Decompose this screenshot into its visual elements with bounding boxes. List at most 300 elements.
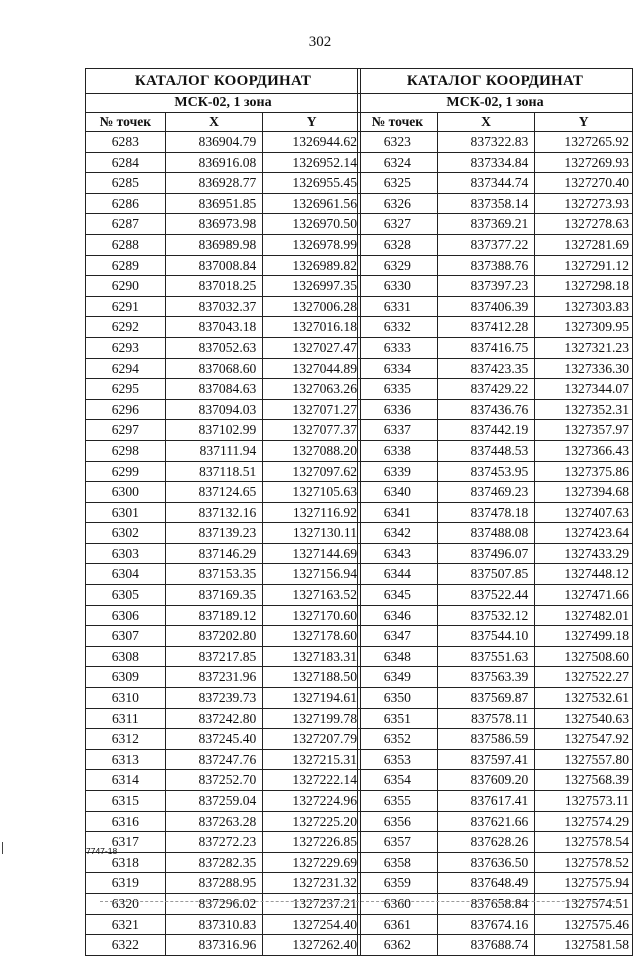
x-coordinate-cell: 837310.83 xyxy=(165,914,263,935)
table-row xyxy=(86,564,361,585)
x-coordinate-cell: 837052.63 xyxy=(165,337,263,358)
x-coordinate-cell: 837259.04 xyxy=(165,791,263,812)
point-number-cell: 6308 xyxy=(86,646,166,667)
y-coordinate-cell: 1327482.01 xyxy=(535,605,633,626)
table-row xyxy=(86,358,361,379)
bottom-rule xyxy=(100,901,620,903)
x-coordinate-cell: 837344.74 xyxy=(437,173,535,194)
x-coordinate-cell: 837153.35 xyxy=(165,564,263,585)
table-row xyxy=(86,255,361,276)
table-row xyxy=(358,543,633,564)
y-coordinate-cell: 1327229.69 xyxy=(263,852,361,873)
x-coordinate-cell: 837296.02 xyxy=(165,893,263,914)
x-coordinate-cell: 837569.87 xyxy=(437,688,535,709)
table-row xyxy=(358,132,633,153)
point-number-cell: 6357 xyxy=(358,832,438,853)
table-row xyxy=(86,626,361,647)
y-coordinate-cell: 1327097.62 xyxy=(263,461,361,482)
point-number-cell: 6328 xyxy=(358,234,438,255)
table-row xyxy=(358,564,633,585)
table-row xyxy=(358,605,633,626)
y-coordinate-cell: 1327508.60 xyxy=(535,646,633,667)
y-coordinate-cell: 1327321.23 xyxy=(535,337,633,358)
y-coordinate-cell: 1327366.43 xyxy=(535,440,633,461)
x-coordinate-cell: 837245.40 xyxy=(165,729,263,750)
point-number-cell: 6310 xyxy=(86,688,166,709)
table-row xyxy=(86,440,361,461)
y-coordinate-cell: 1327269.93 xyxy=(535,152,633,173)
x-coordinate-cell: 837496.07 xyxy=(437,543,535,564)
x-coordinate-cell: 837674.16 xyxy=(437,914,535,935)
x-coordinate-cell: 837139.23 xyxy=(165,523,263,544)
x-coordinate-cell: 837239.73 xyxy=(165,688,263,709)
y-coordinate-cell: 1327063.26 xyxy=(263,379,361,400)
y-coordinate-cell: 1327224.96 xyxy=(263,791,361,812)
point-number-cell: 6316 xyxy=(86,811,166,832)
point-number-cell: 6323 xyxy=(358,132,438,153)
x-coordinate-cell: 837429.22 xyxy=(437,379,535,400)
y-coordinate-cell: 1327215.31 xyxy=(263,749,361,770)
y-coordinate-cell: 1327574.29 xyxy=(535,811,633,832)
point-number-cell: 6321 xyxy=(86,914,166,935)
table-row xyxy=(358,832,633,853)
table-row xyxy=(358,688,633,709)
x-coordinate-cell: 837578.11 xyxy=(437,708,535,729)
table-row xyxy=(86,667,361,688)
point-number-cell: 6326 xyxy=(358,193,438,214)
point-number-cell: 6344 xyxy=(358,564,438,585)
table-row xyxy=(86,420,361,441)
y-coordinate-cell: 1327278.63 xyxy=(535,214,633,235)
point-number-cell: 6356 xyxy=(358,811,438,832)
y-coordinate-cell: 1327199.78 xyxy=(263,708,361,729)
point-number-cell: 6302 xyxy=(86,523,166,544)
point-number-cell: 6283 xyxy=(86,132,166,153)
y-coordinate-cell: 1327336.30 xyxy=(535,358,633,379)
point-number-cell: 6343 xyxy=(358,543,438,564)
y-coordinate-cell: 1327573.11 xyxy=(535,791,633,812)
y-coordinate-cell: 1327540.63 xyxy=(535,708,633,729)
x-coordinate-cell: 837018.25 xyxy=(165,276,263,297)
table-row xyxy=(86,873,361,894)
x-coordinate-cell: 837478.18 xyxy=(437,502,535,523)
y-coordinate-cell: 1327581.58 xyxy=(535,935,633,956)
y-coordinate-cell: 1327006.28 xyxy=(263,296,361,317)
table-row xyxy=(358,791,633,812)
x-coordinate-cell: 837507.85 xyxy=(437,564,535,585)
y-coordinate-cell: 1327578.54 xyxy=(535,832,633,853)
point-number-cell: 6337 xyxy=(358,420,438,441)
point-number-cell: 6301 xyxy=(86,502,166,523)
table-row xyxy=(358,461,633,482)
x-coordinate-cell: 837189.12 xyxy=(165,605,263,626)
catalog-zone: МСК-02, 1 зона xyxy=(358,94,633,113)
y-coordinate-cell: 1326970.50 xyxy=(263,214,361,235)
table-row xyxy=(86,152,361,173)
table-row xyxy=(86,585,361,606)
x-coordinate-cell: 836951.85 xyxy=(165,193,263,214)
y-coordinate-cell: 1327273.93 xyxy=(535,193,633,214)
point-number-cell: 6347 xyxy=(358,626,438,647)
point-number-cell: 6345 xyxy=(358,585,438,606)
point-number-cell: 6352 xyxy=(358,729,438,750)
table-row xyxy=(358,317,633,338)
table-row xyxy=(358,811,633,832)
x-coordinate-cell: 837008.84 xyxy=(165,255,263,276)
table-row xyxy=(86,791,361,812)
table-row xyxy=(86,523,361,544)
table-row xyxy=(358,173,633,194)
x-coordinate-cell: 837621.66 xyxy=(437,811,535,832)
x-coordinate-cell: 837102.99 xyxy=(165,420,263,441)
point-number-cell: 6313 xyxy=(86,749,166,770)
table-row xyxy=(86,688,361,709)
y-coordinate-cell: 1326961.56 xyxy=(263,193,361,214)
x-coordinate-cell: 837334.84 xyxy=(437,152,535,173)
y-coordinate-cell: 1327016.18 xyxy=(263,317,361,338)
point-number-cell: 6296 xyxy=(86,399,166,420)
x-coordinate-cell: 837416.75 xyxy=(437,337,535,358)
point-number-cell: 6300 xyxy=(86,482,166,503)
y-coordinate-cell: 1327265.92 xyxy=(535,132,633,153)
y-coordinate-cell: 1327044.89 xyxy=(263,358,361,379)
x-coordinate-cell: 837586.59 xyxy=(437,729,535,750)
table-row xyxy=(358,770,633,791)
point-number-cell: 6291 xyxy=(86,296,166,317)
point-number-cell: 6331 xyxy=(358,296,438,317)
y-coordinate-cell: 1327547.92 xyxy=(535,729,633,750)
table-row xyxy=(358,440,633,461)
table-row xyxy=(358,399,633,420)
y-coordinate-cell: 1327298.18 xyxy=(535,276,633,297)
point-number-cell: 6285 xyxy=(86,173,166,194)
point-number-cell: 6298 xyxy=(86,440,166,461)
y-coordinate-cell: 1327309.95 xyxy=(535,317,633,338)
y-coordinate-cell: 1327568.39 xyxy=(535,770,633,791)
x-coordinate-cell: 836916.08 xyxy=(165,152,263,173)
y-coordinate-cell: 1327433.29 xyxy=(535,543,633,564)
table-row xyxy=(86,811,361,832)
table-row xyxy=(86,502,361,523)
table-row xyxy=(358,358,633,379)
point-number-cell: 6288 xyxy=(86,234,166,255)
table-row xyxy=(358,626,633,647)
y-coordinate-cell: 1327156.94 xyxy=(263,564,361,585)
point-number-cell: 6332 xyxy=(358,317,438,338)
x-coordinate-cell: 837453.95 xyxy=(437,461,535,482)
point-number-cell: 6289 xyxy=(86,255,166,276)
point-number-cell: 6294 xyxy=(86,358,166,379)
table-row xyxy=(358,523,633,544)
point-number-cell: 6292 xyxy=(86,317,166,338)
table-row xyxy=(86,708,361,729)
table-row xyxy=(86,132,361,153)
column-header-x: X xyxy=(437,113,535,132)
y-coordinate-cell: 1327170.60 xyxy=(263,605,361,626)
point-number-cell: 6309 xyxy=(86,667,166,688)
point-number-cell: 6295 xyxy=(86,379,166,400)
table-row xyxy=(86,296,361,317)
point-number-cell: 6284 xyxy=(86,152,166,173)
table-row xyxy=(86,893,361,914)
point-number-cell: 6318 xyxy=(86,852,166,873)
x-coordinate-cell: 837132.16 xyxy=(165,502,263,523)
x-coordinate-cell: 837377.22 xyxy=(437,234,535,255)
x-coordinate-cell: 837597.41 xyxy=(437,749,535,770)
y-coordinate-cell: 1327222.14 xyxy=(263,770,361,791)
x-coordinate-cell: 836904.79 xyxy=(165,132,263,153)
y-coordinate-cell: 1327254.40 xyxy=(263,914,361,935)
table-row xyxy=(358,296,633,317)
table-row xyxy=(358,379,633,400)
y-coordinate-cell: 1327116.92 xyxy=(263,502,361,523)
column-header-point-number: № точек xyxy=(86,113,166,132)
y-coordinate-cell: 1327105.63 xyxy=(263,482,361,503)
x-coordinate-cell: 836989.98 xyxy=(165,234,263,255)
point-number-cell: 6311 xyxy=(86,708,166,729)
table-row xyxy=(358,585,633,606)
table-row xyxy=(358,852,633,873)
point-number-cell: 6336 xyxy=(358,399,438,420)
table-row xyxy=(358,337,633,358)
y-coordinate-cell: 1327270.40 xyxy=(535,173,633,194)
x-coordinate-cell: 837263.28 xyxy=(165,811,263,832)
x-coordinate-cell: 837111.94 xyxy=(165,440,263,461)
x-coordinate-cell: 837094.03 xyxy=(165,399,263,420)
table-row xyxy=(358,935,633,956)
table-row xyxy=(358,193,633,214)
y-coordinate-cell: 1327178.60 xyxy=(263,626,361,647)
point-number-cell: 6330 xyxy=(358,276,438,297)
x-coordinate-cell: 837388.76 xyxy=(437,255,535,276)
table-row xyxy=(86,832,361,853)
x-coordinate-cell: 837282.35 xyxy=(165,852,263,873)
table-row xyxy=(358,749,633,770)
point-number-cell: 6304 xyxy=(86,564,166,585)
point-number-cell: 6305 xyxy=(86,585,166,606)
catalog-title: КАТАЛОГ КООРДИНАТ xyxy=(86,69,361,94)
table-row xyxy=(86,646,361,667)
y-coordinate-cell: 1327207.79 xyxy=(263,729,361,750)
x-coordinate-cell: 837288.95 xyxy=(165,873,263,894)
catalog-body-right xyxy=(358,132,633,956)
table-row xyxy=(86,852,361,873)
y-coordinate-cell: 1326989.82 xyxy=(263,255,361,276)
point-number-cell: 6286 xyxy=(86,193,166,214)
y-coordinate-cell: 1327130.11 xyxy=(263,523,361,544)
table-row xyxy=(86,482,361,503)
y-coordinate-cell: 1327575.46 xyxy=(535,914,633,935)
table-row xyxy=(86,317,361,338)
x-coordinate-cell: 837202.80 xyxy=(165,626,263,647)
table-row xyxy=(86,935,361,956)
point-number-cell: 6360 xyxy=(358,893,438,914)
y-coordinate-cell: 1327071.27 xyxy=(263,399,361,420)
x-coordinate-cell: 837544.10 xyxy=(437,626,535,647)
y-coordinate-cell: 1327303.83 xyxy=(535,296,633,317)
y-coordinate-cell: 1327194.61 xyxy=(263,688,361,709)
point-number-cell: 6353 xyxy=(358,749,438,770)
x-coordinate-cell: 837688.74 xyxy=(437,935,535,956)
table-row xyxy=(358,482,633,503)
x-coordinate-cell: 836928.77 xyxy=(165,173,263,194)
page-number: 302 xyxy=(308,34,332,50)
table-row xyxy=(86,914,361,935)
y-coordinate-cell: 1327237.21 xyxy=(263,893,361,914)
y-coordinate-cell: 1327088.20 xyxy=(263,440,361,461)
point-number-cell: 6325 xyxy=(358,173,438,194)
x-coordinate-cell: 837146.29 xyxy=(165,543,263,564)
point-number-cell: 6317 xyxy=(86,832,166,853)
point-number-cell: 6319 xyxy=(86,873,166,894)
y-coordinate-cell: 1326955.45 xyxy=(263,173,361,194)
table-row xyxy=(86,770,361,791)
y-coordinate-cell: 1327423.64 xyxy=(535,523,633,544)
point-number-cell: 6334 xyxy=(358,358,438,379)
point-number-cell: 6351 xyxy=(358,708,438,729)
point-number-cell: 6299 xyxy=(86,461,166,482)
y-coordinate-cell: 1327144.69 xyxy=(263,543,361,564)
table-row xyxy=(86,193,361,214)
point-number-cell: 6287 xyxy=(86,214,166,235)
x-coordinate-cell: 837032.37 xyxy=(165,296,263,317)
table-row xyxy=(358,420,633,441)
table-row xyxy=(358,667,633,688)
x-coordinate-cell: 837068.60 xyxy=(165,358,263,379)
point-number-cell: 6346 xyxy=(358,605,438,626)
x-coordinate-cell: 837488.08 xyxy=(437,523,535,544)
point-number-cell: 6324 xyxy=(358,152,438,173)
y-coordinate-cell: 1327575.94 xyxy=(535,873,633,894)
table-row xyxy=(86,605,361,626)
column-header-y: Y xyxy=(263,113,361,132)
y-coordinate-cell: 1327352.31 xyxy=(535,399,633,420)
table-row xyxy=(86,461,361,482)
x-coordinate-cell: 836973.98 xyxy=(165,214,263,235)
x-coordinate-cell: 837217.85 xyxy=(165,646,263,667)
point-number-cell: 6327 xyxy=(358,214,438,235)
y-coordinate-cell: 1326978.99 xyxy=(263,234,361,255)
x-coordinate-cell: 837532.12 xyxy=(437,605,535,626)
coordinate-catalog-left xyxy=(85,68,361,956)
point-number-cell: 6312 xyxy=(86,729,166,750)
point-number-cell: 6329 xyxy=(358,255,438,276)
table-row xyxy=(358,873,633,894)
y-coordinate-cell: 1327499.18 xyxy=(535,626,633,647)
y-coordinate-cell: 1327448.12 xyxy=(535,564,633,585)
point-number-cell: 6290 xyxy=(86,276,166,297)
table-row xyxy=(86,749,361,770)
x-coordinate-cell: 837648.49 xyxy=(437,873,535,894)
point-number-cell: 6342 xyxy=(358,523,438,544)
x-coordinate-cell: 837272.23 xyxy=(165,832,263,853)
point-number-cell: 6362 xyxy=(358,935,438,956)
point-number-cell: 6361 xyxy=(358,914,438,935)
table-row xyxy=(358,708,633,729)
point-number-cell: 6293 xyxy=(86,337,166,358)
table-row xyxy=(86,214,361,235)
y-coordinate-cell: 1326997.35 xyxy=(263,276,361,297)
table-row xyxy=(358,729,633,750)
y-coordinate-cell: 1327357.97 xyxy=(535,420,633,441)
x-coordinate-cell: 837617.41 xyxy=(437,791,535,812)
y-coordinate-cell: 1327407.63 xyxy=(535,502,633,523)
x-coordinate-cell: 837423.35 xyxy=(437,358,535,379)
table-row xyxy=(86,337,361,358)
y-coordinate-cell: 1327188.50 xyxy=(263,667,361,688)
document-code: 7747-18 xyxy=(86,846,118,856)
point-number-cell: 6314 xyxy=(86,770,166,791)
point-number-cell: 6335 xyxy=(358,379,438,400)
y-coordinate-cell: 1327471.66 xyxy=(535,585,633,606)
y-coordinate-cell: 1327231.32 xyxy=(263,873,361,894)
point-number-cell: 6348 xyxy=(358,646,438,667)
x-coordinate-cell: 837231.96 xyxy=(165,667,263,688)
point-number-cell: 6306 xyxy=(86,605,166,626)
point-number-cell: 6320 xyxy=(86,893,166,914)
table-row xyxy=(86,276,361,297)
x-coordinate-cell: 837118.51 xyxy=(165,461,263,482)
x-coordinate-cell: 837247.76 xyxy=(165,749,263,770)
x-coordinate-cell: 837169.35 xyxy=(165,585,263,606)
table-row xyxy=(358,502,633,523)
x-coordinate-cell: 837043.18 xyxy=(165,317,263,338)
column-header-x: X xyxy=(165,113,263,132)
x-coordinate-cell: 837358.14 xyxy=(437,193,535,214)
y-coordinate-cell: 1327226.85 xyxy=(263,832,361,853)
x-coordinate-cell: 837563.39 xyxy=(437,667,535,688)
x-coordinate-cell: 837522.44 xyxy=(437,585,535,606)
point-number-cell: 6338 xyxy=(358,440,438,461)
y-coordinate-cell: 1327344.07 xyxy=(535,379,633,400)
catalog-title: КАТАЛОГ КООРДИНАТ xyxy=(358,69,633,94)
table-row xyxy=(86,399,361,420)
x-coordinate-cell: 837397.23 xyxy=(437,276,535,297)
x-coordinate-cell: 837609.20 xyxy=(437,770,535,791)
catalog-zone: МСК-02, 1 зона xyxy=(86,94,361,113)
x-coordinate-cell: 837448.53 xyxy=(437,440,535,461)
point-number-cell: 6297 xyxy=(86,420,166,441)
x-coordinate-cell: 837242.80 xyxy=(165,708,263,729)
point-number-cell: 6350 xyxy=(358,688,438,709)
table-row xyxy=(358,914,633,935)
table-row xyxy=(358,234,633,255)
table-row xyxy=(358,214,633,235)
y-coordinate-cell: 1327291.12 xyxy=(535,255,633,276)
y-coordinate-cell: 1326944.62 xyxy=(263,132,361,153)
point-number-cell: 6333 xyxy=(358,337,438,358)
x-coordinate-cell: 837322.83 xyxy=(437,132,535,153)
x-coordinate-cell: 837124.65 xyxy=(165,482,263,503)
table-row xyxy=(86,379,361,400)
table-row xyxy=(86,173,361,194)
x-coordinate-cell: 837412.28 xyxy=(437,317,535,338)
x-coordinate-cell: 837658.84 xyxy=(437,893,535,914)
point-number-cell: 6307 xyxy=(86,626,166,647)
point-number-cell: 6303 xyxy=(86,543,166,564)
point-number-cell: 6358 xyxy=(358,852,438,873)
y-coordinate-cell: 1327574.51 xyxy=(535,893,633,914)
x-coordinate-cell: 837316.96 xyxy=(165,935,263,956)
point-number-cell: 6354 xyxy=(358,770,438,791)
point-number-cell: 6315 xyxy=(86,791,166,812)
table-row xyxy=(358,276,633,297)
point-number-cell: 6322 xyxy=(86,935,166,956)
point-number-cell: 6355 xyxy=(358,791,438,812)
point-number-cell: 6340 xyxy=(358,482,438,503)
y-coordinate-cell: 1327557.80 xyxy=(535,749,633,770)
y-coordinate-cell: 1327262.40 xyxy=(263,935,361,956)
